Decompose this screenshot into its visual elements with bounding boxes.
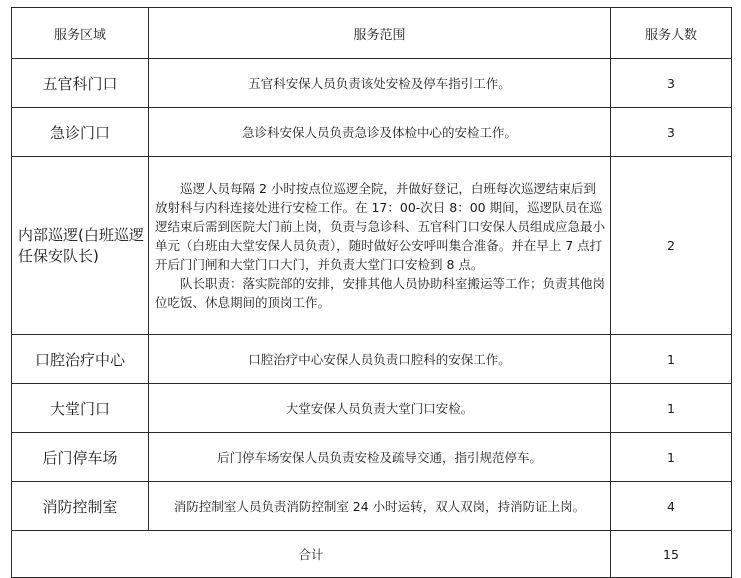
count-cell: 3: [611, 108, 732, 157]
area-cell: 五官科门口: [12, 59, 149, 108]
header-count: 服务人数: [611, 8, 732, 59]
scope-cell: 口腔治疗中心安保人员负责口腔科的安保工作。: [149, 335, 611, 384]
table-row: [12, 433, 732, 482]
total-row: [12, 531, 732, 578]
scope-cell: 急诊科安保人员负责急诊及体检中心的安检工作。: [149, 108, 611, 157]
count-cell: 1: [611, 335, 732, 384]
captain-duty-paragraph: 队长职责：落实院部的安排，安排其他人员协助科室搬运等工作；负责其他岗位吃饭、休息期间的顶岗工作。: [155, 276, 606, 310]
area-cell: 口腔治疗中心: [12, 335, 149, 384]
scope-cell: 五官科安保人员负责该处安检及停车指引工作。: [149, 59, 611, 108]
area-cell: 消防控制室: [12, 482, 149, 531]
scope-cell: 后门停车场安保人员负责安检及疏导交通，指引规范停车。: [149, 433, 611, 482]
count-cell: 1: [611, 384, 732, 433]
count-cell: 3: [611, 59, 732, 108]
table-row: [12, 482, 732, 531]
scope-cell: [149, 157, 611, 335]
table-row: [12, 157, 732, 335]
table-row: [12, 384, 732, 433]
count-cell: 2: [611, 157, 732, 335]
header-row: [12, 8, 732, 59]
total-label: 合计: [12, 531, 611, 578]
header-scope: 服务范围: [149, 8, 611, 59]
area-cell: 后门停车场: [12, 433, 149, 482]
patrol-duty-paragraph: 巡逻人员每隔 2 小时按点位巡逻全院，并做好登记，白班每次巡逻结束后到放射科与内科连接处进行安检工作。在 17：00-次日 8：00 期间，巡逻队员在巡逻结束后需到医院大门前上岗，负责与急诊科、五官科门口安保人员组成应急最小单元（白班由大堂安保人员负责），随时做好公安呼叫集合准备。并在早上 7 点打开后门门闸和大堂门口大门，并负责大堂门口安检到 8 点。: [155, 181, 606, 272]
table-row: [12, 335, 732, 384]
area-cell: 急诊门口: [12, 108, 149, 157]
count-cell: 4: [611, 482, 732, 531]
scope-cell: 大堂安保人员负责大堂门口安检。: [149, 384, 611, 433]
table-row: [12, 59, 732, 108]
total-count: 15: [611, 531, 732, 578]
count-cell: 1: [611, 433, 732, 482]
table-row: [12, 108, 732, 157]
scope-cell: 消防控制室人员负责消防控制室 24 小时运转，双人双岗，持消防证上岗。: [149, 482, 611, 531]
header-area: 服务区域: [12, 8, 149, 59]
area-cell: 大堂门口: [12, 384, 149, 433]
area-cell: 内部巡逻(白班巡逻任保安队长): [12, 157, 149, 335]
service-table: [11, 7, 732, 578]
